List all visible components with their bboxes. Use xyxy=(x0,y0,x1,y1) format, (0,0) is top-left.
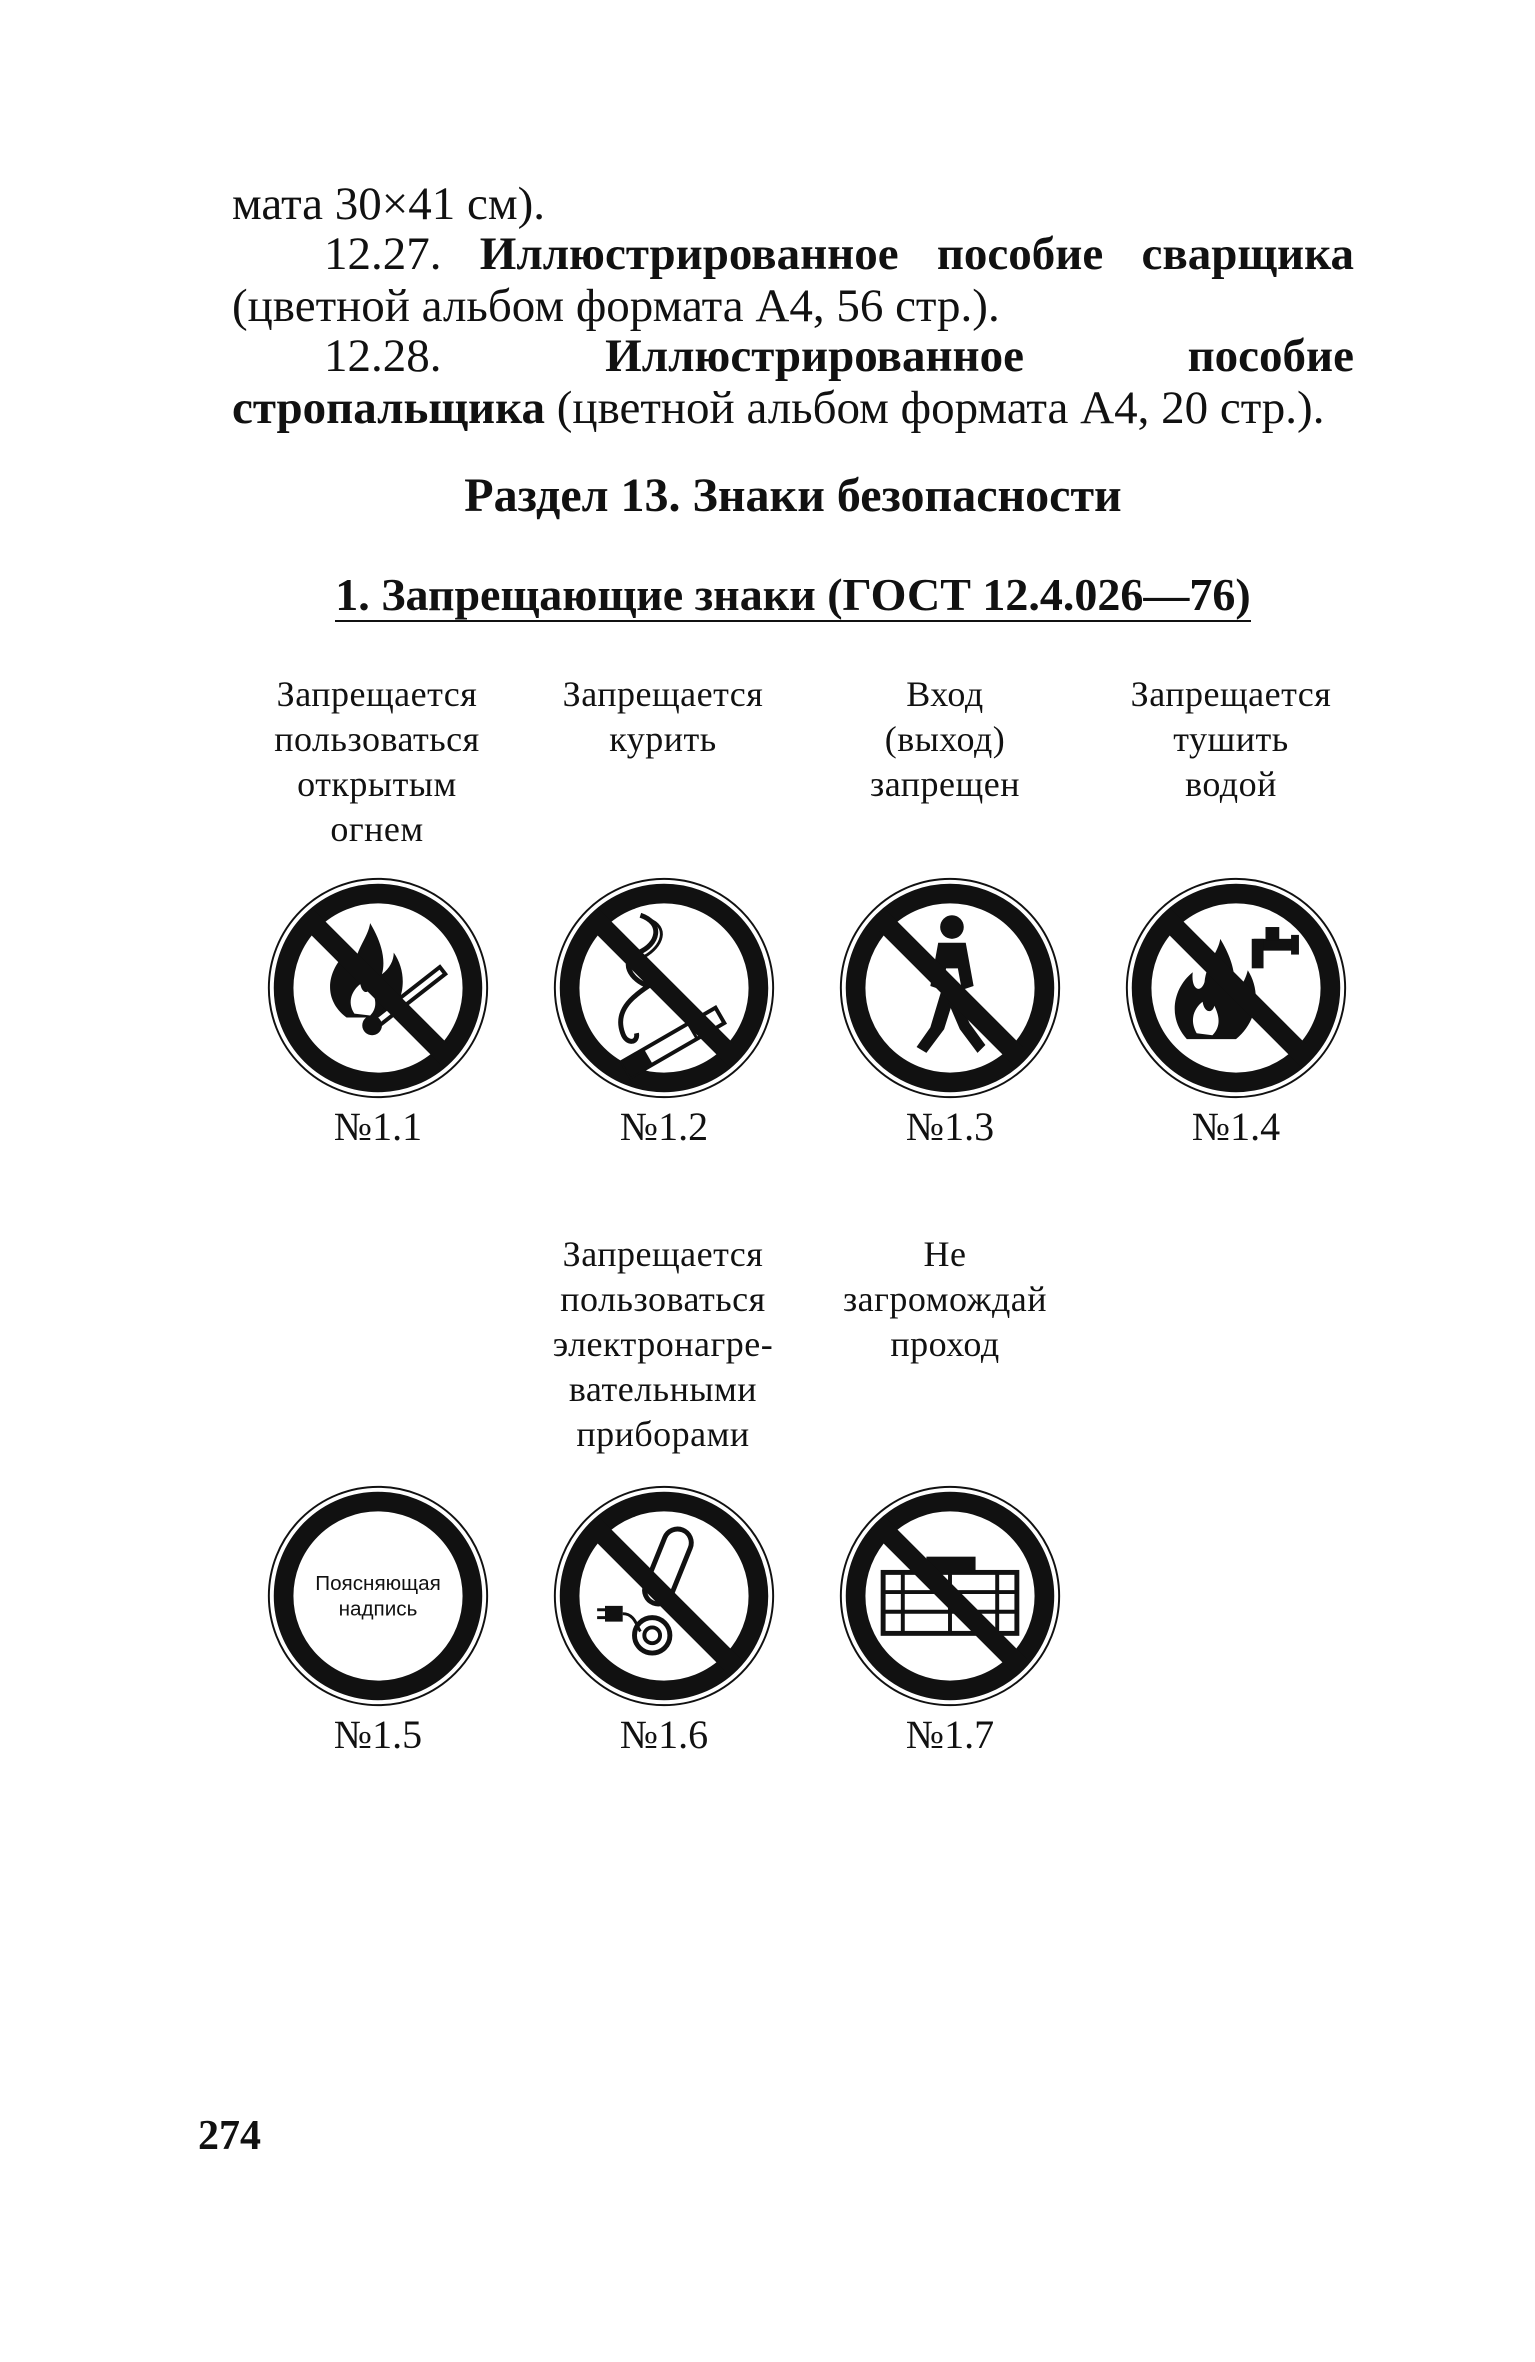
item-description: (цветной альбом формата А4, 56 стр.). xyxy=(232,280,1000,332)
page-number: 274 xyxy=(198,2113,261,2159)
caption-line: пользоваться xyxy=(274,719,480,759)
no-water-extinguishing-icon xyxy=(1118,870,1354,1106)
item-description: (цветной альбом формата А4, 20 стр.). xyxy=(545,382,1325,434)
item-number: 12.27. xyxy=(324,228,480,280)
caption-line: пользоваться xyxy=(560,1279,766,1319)
sign-caption-1-4 xyxy=(1096,672,1366,807)
section-title: Раздел 13. Знаки безопасности xyxy=(464,469,1122,522)
caption-line: приборами xyxy=(576,1414,750,1454)
sign-caption-1-2 xyxy=(528,672,798,762)
caption-line: курить xyxy=(609,719,717,759)
caption-line: Запрещается xyxy=(276,674,478,714)
sign-caption-1-6 xyxy=(528,1232,798,1457)
caption-line: огнем xyxy=(330,809,424,849)
paragraph-text: мата 30×41 см). xyxy=(232,178,546,230)
caption-line: (выход) xyxy=(884,719,1006,759)
caption-line: Запрещается xyxy=(562,1234,764,1274)
no-blocking-passage-icon xyxy=(832,1478,1068,1714)
sign-number: №1.7 xyxy=(905,1712,995,1757)
sign-number: №1.6 xyxy=(619,1712,709,1757)
caption-line: вательными xyxy=(568,1369,758,1409)
caption-line: открытым xyxy=(297,764,457,804)
caption-line: проход xyxy=(890,1324,1000,1364)
sign-number: №1.4 xyxy=(1191,1104,1281,1149)
caption-line: Не xyxy=(923,1234,967,1274)
paragraph-continuation xyxy=(232,178,1354,230)
explanatory-inscription-icon xyxy=(260,1478,496,1714)
subsection-title-text: 1. Запрещающие знаки (ГОСТ 12.4.026—76) xyxy=(335,569,1251,620)
sign-caption-1-7 xyxy=(810,1232,1080,1367)
paragraph-12-28 xyxy=(232,330,1354,434)
caption-line: водой xyxy=(1185,764,1277,804)
sign-number: №1.1 xyxy=(333,1104,423,1149)
caption-line: тушить xyxy=(1173,719,1289,759)
caption-line: запрещен xyxy=(870,764,1020,804)
caption-line: Запрещается xyxy=(1130,674,1332,714)
caption-line: загромождай xyxy=(842,1279,1048,1319)
item-title: Иллюстрированное пособие сварщика xyxy=(479,228,1355,280)
sign-caption-1-3 xyxy=(810,672,1080,807)
no-open-flame-icon xyxy=(260,870,496,1106)
inscription-line: Поясняющая xyxy=(315,1572,441,1596)
inscription-line: надпись xyxy=(338,1597,418,1621)
sign-caption-1-1 xyxy=(242,672,512,852)
caption-line: электронагре- xyxy=(552,1324,774,1364)
no-electric-heaters-icon xyxy=(546,1478,782,1714)
paragraph-12-27 xyxy=(232,228,1354,332)
item-number: 12.28. xyxy=(324,330,606,382)
sign-number: №1.3 xyxy=(905,1104,995,1149)
no-smoking-icon xyxy=(546,870,782,1106)
item-title: Иллюстрированное пособие стропальщика xyxy=(232,330,1354,434)
sign-number: №1.5 xyxy=(333,1712,423,1757)
caption-line: Вход xyxy=(906,674,984,714)
caption-line: Запрещается xyxy=(562,674,764,714)
no-entry-icon xyxy=(832,870,1068,1106)
sign-number: №1.2 xyxy=(619,1104,709,1149)
subsection-title xyxy=(232,568,1354,622)
